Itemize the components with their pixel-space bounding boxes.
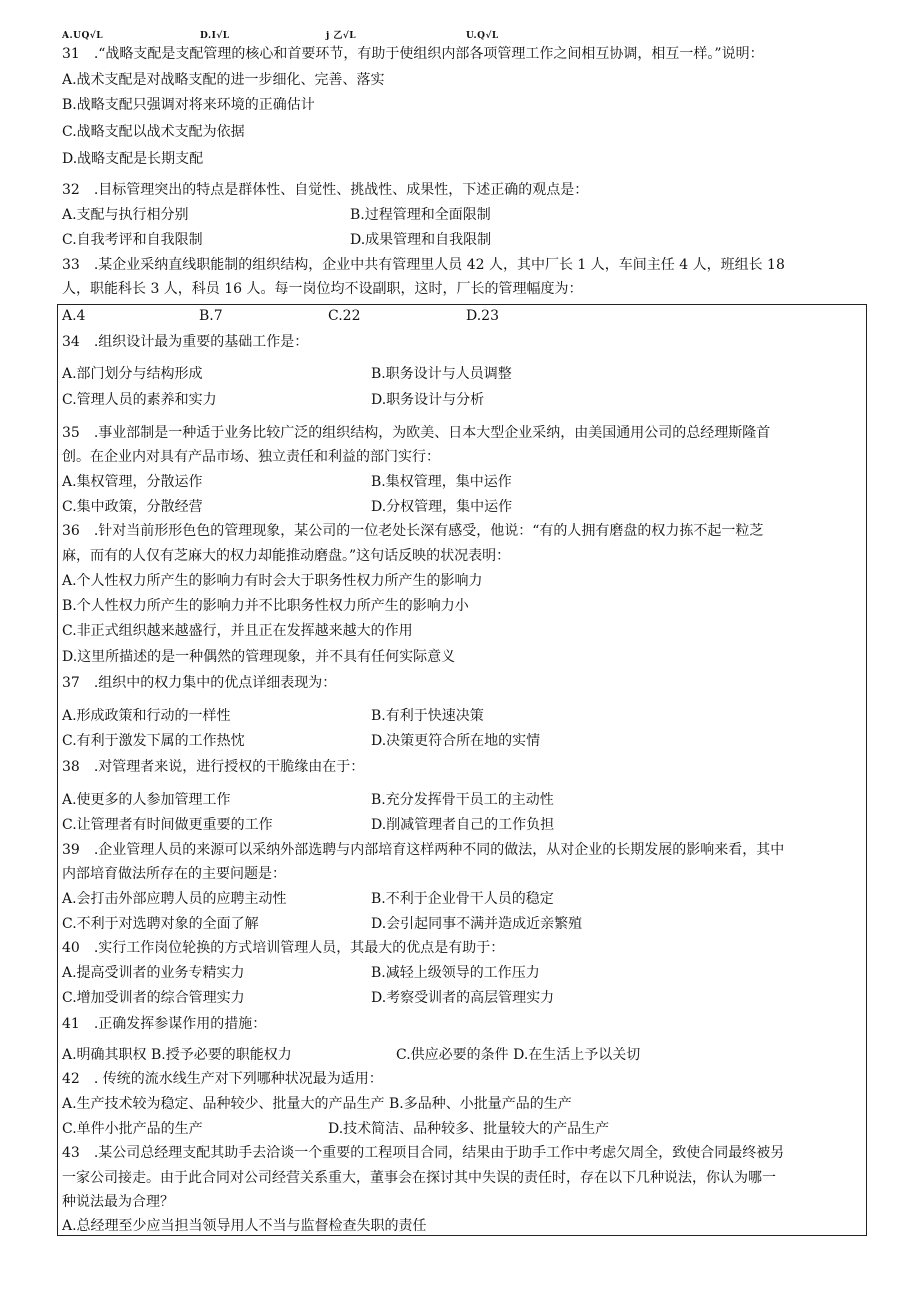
header-choice-a: A.UQ√L	[62, 31, 104, 41]
q37-stem: 37 .组织中的权力集中的优点详细表现为：	[62, 675, 337, 691]
q32-stem: 32 .目标管理突出的特点是群体性、自觉性、挑战性、成果性，下述正确的观点是：	[62, 182, 589, 198]
q40-stem: 40 .实行工作岗位轮换的方式培训管理人员，其最大的优点是有助于：	[62, 940, 505, 956]
q31-option-d: D.战略支配是长期支配	[62, 151, 204, 167]
q33-option-c: C.22	[328, 308, 361, 324]
q31-option-a: A.战术支配是对战略支配的进一步细化、完善、落实	[62, 72, 385, 88]
q35-stem-line2: 创。在企业内对具有产品市场、独立责任和利益的部门实行：	[62, 449, 440, 465]
q40-option-c: C.增加受训者的综合管理实力	[62, 990, 245, 1006]
q39-stem-line1: 39 .企业管理人员的来源可以采纳外部选聘与内部培育这样两种不同的做法，从对企业的长期发展的影响来看，其中	[62, 842, 785, 858]
q31-stem: 31 .“战略支配是支配管理的核心和首要环节，有助于使组织内部各项管理工作之间相互协调，相互一样。”说明：	[62, 46, 764, 62]
q39-option-a: A.会打击外部应聘人员的应聘主动性	[62, 891, 287, 907]
q37-option-a: A.形成政策和行动的一样性	[62, 708, 231, 724]
q38-option-a: A.使更多的人参加管理工作	[62, 792, 231, 808]
q35-option-b: B.集权管理，集中运作	[371, 474, 512, 490]
q43-stem-line3: 种说法最为合理？	[62, 1194, 174, 1210]
q40-option-b: B.减轻上级领导的工作压力	[371, 965, 540, 981]
q43-option-a: A.总经理至少应当担当领导用人不当与监督检查失职的责任	[62, 1218, 427, 1234]
q43-stem-line1: 43 .某公司总经理支配其助手去洽谈一个重要的工程项目合同，结果由于助手工作中考虑欠周全，致使合同最终被另	[62, 1145, 785, 1161]
q42-option-d: D.技术简洁、品种较多、批量较大的产品生产	[328, 1121, 610, 1137]
q42-options-ab: A.生产技术较为稳定、品种较少、批量大的产品生产 B.多品种、小批量产品的生产	[62, 1096, 572, 1112]
q35-option-d: D.分权管理，集中运作	[371, 499, 513, 515]
q41-stem: 41 .正确发挥参谋作用的措施：	[62, 1016, 267, 1032]
q34-option-c: C.管理人员的素养和实力	[62, 392, 217, 408]
q31-option-b: B.战略支配只强调对将来环境的正确估计	[62, 97, 315, 113]
q31-option-c: C.战略支配以战术支配为依据	[62, 124, 245, 140]
q36-stem-line2: 麻，而有的人仅有芝麻大的权力却能推动磨盘。”这句话反映的状况表明：	[62, 548, 511, 564]
q37-option-c: C.有利于激发下属的工作热忱	[62, 733, 245, 749]
q33-stem-line2: 人，职能科长 3 人，科员 16 人。每一岗位均不设副职，这时，厂长的管理幅度为：	[62, 281, 583, 297]
q34-stem: 34 .组织设计最为重要的基础工作是：	[62, 334, 309, 350]
q39-option-d: D.会引起同事不满并造成近亲繁殖	[371, 916, 583, 932]
q35-option-a: A.集权管理，分散运作	[62, 474, 203, 490]
q37-option-b: B.有利于快速决策	[371, 708, 484, 724]
q38-option-b: B.充分发挥骨干员工的主动性	[371, 792, 554, 808]
q41-options-ab: A.明确其职权 B.授予必要的职能权力	[62, 1047, 292, 1063]
q36-option-d: D.这里所描述的是一种偶然的管理现象，并不具有任何实际意义	[62, 649, 456, 665]
q32-option-b: B.过程管理和全面限制	[350, 207, 491, 223]
q32-option-c: C.自我考评和自我限制	[62, 232, 203, 248]
q36-option-b: B.个人性权力所产生的影响力并不比职务性权力所产生的影响力小	[62, 598, 469, 614]
q34-option-d: D.职务设计与分析	[371, 392, 485, 408]
q42-stem: 42 . 传统的流水线生产对下列哪种状况最为适用：	[62, 1071, 383, 1087]
header-choice-u: U.Q√L	[466, 31, 499, 41]
q34-option-a: A.部门划分与结构形成	[62, 366, 203, 382]
q34-option-b: B.职务设计与人员调整	[371, 366, 512, 382]
q33-option-d: D.23	[466, 308, 499, 324]
q40-option-a: A.提高受训者的业务专精实力	[62, 965, 245, 981]
q39-stem-line2: 内部培育做法所存在的主要问题是：	[62, 866, 286, 882]
q38-option-c: C.让管理者有时间做更重要的工作	[62, 817, 273, 833]
q35-option-c: C.集中政策，分散经营	[62, 499, 203, 515]
q40-option-d: D.考察受训者的高层管理实力	[371, 990, 555, 1006]
q37-option-d: D.决策更符合所在地的实情	[371, 733, 541, 749]
q32-option-d: D.成果管理和自我限制	[350, 232, 492, 248]
q41-options-cd: C.供应必要的条件 D.在生活上予以关切	[396, 1047, 641, 1063]
q39-option-b: B.不利于企业骨干人员的稳定	[371, 891, 554, 907]
q38-option-d: D.削减管理者自己的工作负担	[371, 817, 555, 833]
q35-stem-line1: 35 .事业部制是一种适于业务比较广泛的组织结构，为欧美、日本大型企业采纳，由美国通用公司的总经理斯隆首	[62, 425, 771, 441]
q36-option-c: C.非正式组织越来越盛行，并且正在发挥越来越大的作用	[62, 623, 413, 639]
q42-option-c: C.单件小批产品的生产	[62, 1121, 203, 1137]
q36-option-a: A.个人性权力所产生的影响力有时会大于职务性权力所产生的影响力	[62, 573, 483, 589]
q32-option-a: A.支配与执行相分别	[62, 207, 189, 223]
q33-option-b: B.7	[199, 308, 223, 324]
q33-option-a: A.4	[62, 308, 86, 324]
q38-stem: 38 .对管理者来说，进行授权的干脆缘由在于：	[62, 759, 365, 775]
q36-stem-line1: 36 .针对当前形形色色的管理现象，某公司的一位老处长深有感受，他说：“有的人拥有磨盘的权力拣不起一粒芝	[62, 523, 764, 539]
q39-option-c: C.不利于对选聘对象的全面了解	[62, 916, 259, 932]
header-choice-j: j 乙√L	[326, 31, 357, 41]
q33-stem-line1: 33 .某企业采纳直线职能制的组织结构，企业中共有管理里人员 42 人，其中厂长 1 人，车间主任 4 人，班组长 18	[62, 257, 785, 273]
header-choice-d: D.I√L	[200, 31, 230, 41]
q43-stem-line2: 一家公司接走。由于此合同对公司经营关系重大，董事会在探讨其中失误的责任时，存在以下几种说法，你认为哪一	[62, 1170, 776, 1186]
